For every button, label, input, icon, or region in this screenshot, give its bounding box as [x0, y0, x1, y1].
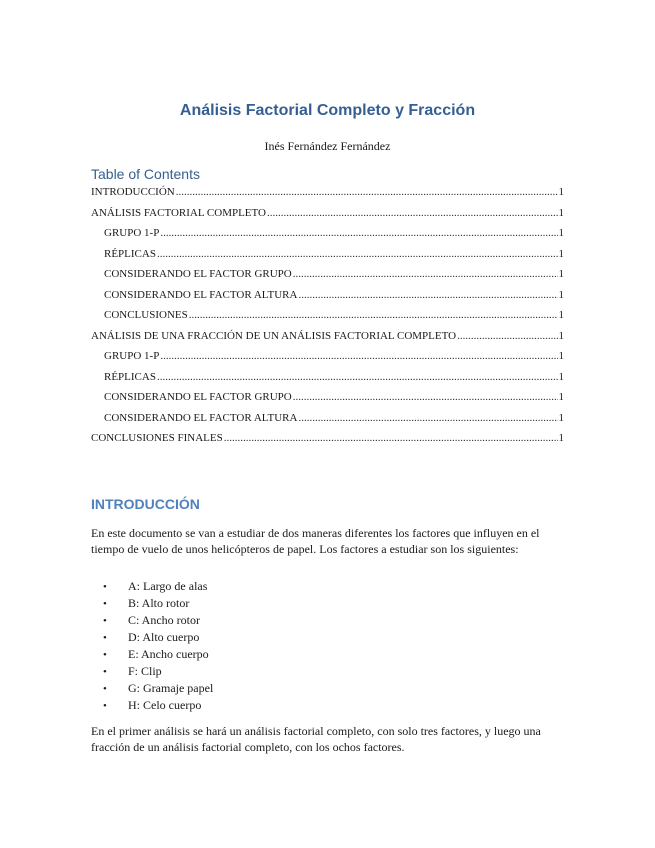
- list-item: [91, 664, 213, 681]
- intro-paragraph: En este documento se van a estudiar de dos maneras diferentes los factores que influyen en el tiempo de vuelo de unos helicópteros de papel. Los factores a estudiar son los siguientes:: [91, 526, 540, 556]
- toc-entry[interactable]: [91, 412, 564, 433]
- factor-label: E: Ancho cuerpo: [128, 647, 209, 661]
- section-heading-introduccion: INTRODUCCIÓN: [91, 496, 200, 512]
- toc-entry-page: 1: [558, 411, 564, 424]
- list-item: [91, 613, 213, 630]
- toc-entry-label: CONSIDERANDO EL FACTOR GRUPO: [104, 268, 292, 280]
- bullet-icon: •: [103, 581, 107, 593]
- toc-leader-dots: [298, 412, 557, 424]
- toc-entry[interactable]: [91, 248, 564, 269]
- list-item: [91, 681, 213, 698]
- author-name: Inés Fernández Fernández: [264, 139, 391, 153]
- toc-leader-dots: [176, 186, 558, 198]
- list-item: [91, 579, 213, 596]
- toc-leader-dots: [293, 268, 558, 280]
- toc-heading: Table of Contents: [91, 166, 200, 182]
- list-item: [91, 698, 213, 715]
- toc-entry-label: RÉPLICAS: [104, 370, 156, 383]
- factor-label: B: Alto rotor: [128, 596, 190, 610]
- toc-leader-dots: [160, 227, 557, 239]
- factor-label: G: Gramaje papel: [128, 681, 214, 695]
- toc-entry[interactable]: [91, 227, 564, 248]
- toc-entry-page: 1: [558, 329, 564, 342]
- toc-leader-dots: [224, 432, 558, 444]
- toc-entry-label: CONSIDERANDO EL FACTOR ALTURA: [104, 288, 298, 301]
- toc-entry-label: RÉPLICAS: [104, 247, 156, 260]
- toc-entry[interactable]: [91, 289, 564, 310]
- toc-entry[interactable]: [91, 186, 564, 207]
- toc-entry[interactable]: [91, 350, 564, 371]
- toc-entry-page: 1: [558, 206, 564, 219]
- bullet-icon: •: [103, 700, 107, 712]
- toc-entry[interactable]: [91, 330, 564, 351]
- toc-entry[interactable]: [91, 207, 564, 228]
- toc-leader-dots: [157, 371, 558, 383]
- toc-entry-label: CONCLUSIONES: [104, 309, 188, 321]
- toc-entry-page: 1: [558, 268, 564, 280]
- toc-entry-label: INTRODUCCIÓN: [91, 186, 175, 198]
- table-of-contents: [91, 186, 564, 453]
- toc-leader-dots: [160, 350, 557, 362]
- toc-leader-dots: [298, 289, 557, 301]
- list-item: [91, 647, 213, 664]
- toc-entry-label: CONSIDERANDO EL FACTOR ALTURA: [104, 411, 298, 424]
- factor-label: F: Clip: [128, 664, 162, 678]
- factor-label: C: Ancho rotor: [128, 613, 200, 627]
- page-title: Análisis Factorial Completo y Fracción: [179, 102, 476, 119]
- toc-leader-dots: [293, 391, 558, 403]
- bullet-icon: •: [103, 666, 107, 678]
- toc-leader-dots: [267, 207, 558, 219]
- toc-entry-page: 1: [558, 247, 564, 260]
- toc-entry-page: 1: [558, 288, 564, 301]
- toc-entry-page: 1: [558, 391, 564, 403]
- toc-entry-page: 1: [558, 186, 564, 198]
- bullet-icon: •: [103, 598, 107, 610]
- toc-entry-page: 1: [558, 350, 564, 362]
- toc-entry[interactable]: [91, 432, 564, 453]
- toc-entry-page: 1: [558, 227, 564, 239]
- factor-list: [91, 579, 213, 715]
- toc-entry-label: ANÁLISIS DE UNA FRACCIÓN DE UN ANÁLISIS FACTORIAL COMPLETO: [91, 329, 457, 342]
- toc-entry-label: GRUPO 1-P: [104, 350, 160, 362]
- toc-entry[interactable]: [91, 391, 564, 412]
- bullet-icon: •: [103, 615, 107, 627]
- list-item: [91, 596, 213, 613]
- toc-leader-dots: [189, 309, 558, 321]
- toc-entry[interactable]: [91, 268, 564, 289]
- toc-entry-label: GRUPO 1-P: [104, 227, 160, 239]
- toc-entry[interactable]: [91, 371, 564, 392]
- toc-entry-label: ANÁLISIS FACTORIAL COMPLETO: [91, 206, 266, 219]
- toc-entry[interactable]: [91, 309, 564, 330]
- toc-leader-dots: [457, 330, 557, 342]
- bullet-icon: •: [103, 632, 107, 644]
- factor-label: H: Celo cuerpo: [128, 698, 202, 712]
- toc-entry-label: CONSIDERANDO EL FACTOR GRUPO: [104, 391, 292, 403]
- toc-leader-dots: [157, 248, 558, 260]
- toc-entry-page: 1: [558, 432, 564, 444]
- factor-label: A: Largo de alas: [128, 579, 208, 593]
- bullet-icon: •: [103, 649, 107, 661]
- closing-paragraph: En el primer análisis se hará un análisis factorial completo, con solo tres factores, y luego una fracción de un análisis factorial completo, con los ochos factores.: [91, 724, 541, 754]
- list-item: [91, 630, 213, 647]
- factor-label: D: Alto cuerpo: [128, 630, 200, 644]
- toc-entry-label: CONCLUSIONES FINALES: [91, 432, 223, 444]
- bullet-icon: •: [103, 683, 107, 695]
- toc-entry-page: 1: [558, 370, 564, 383]
- toc-entry-page: 1: [558, 309, 564, 321]
